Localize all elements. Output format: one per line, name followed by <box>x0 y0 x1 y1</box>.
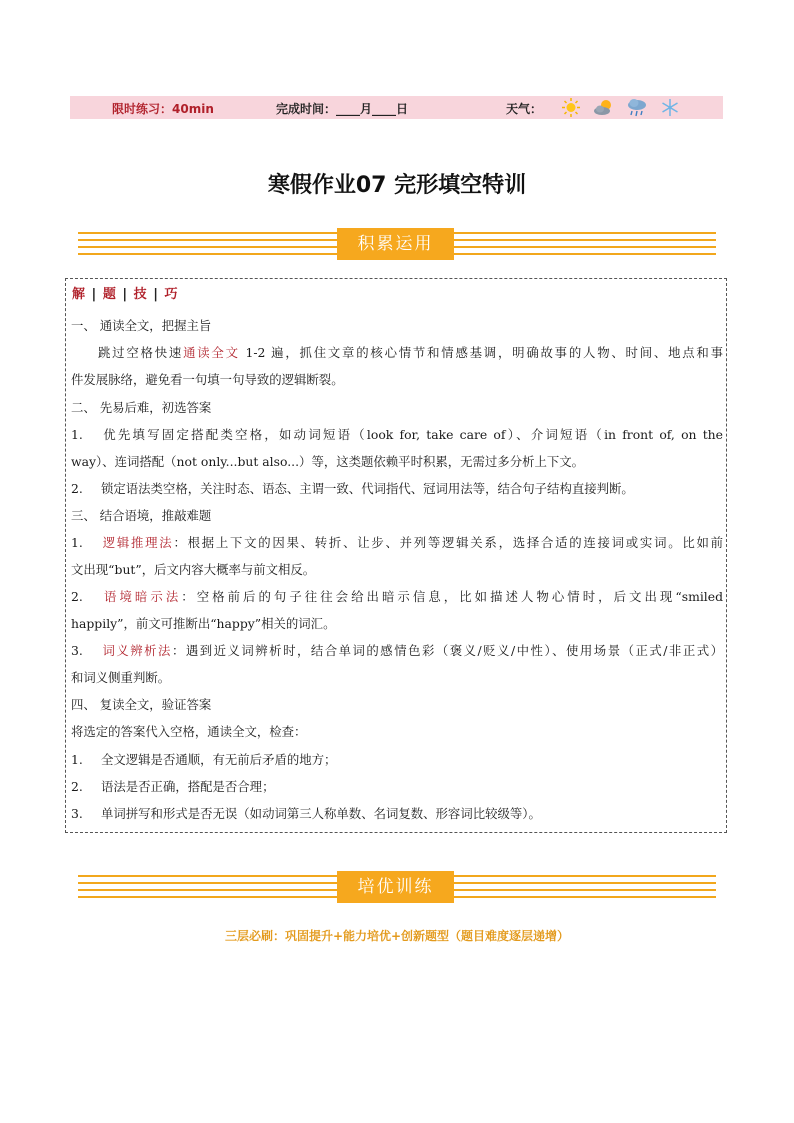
tips-tag: 解 | 题 | 技 | 巧 <box>72 287 179 302</box>
step-3-item-3-line-1: 3. 词义辨析法：遇到近义词辨析时，结合单词的感情色彩（褒义/贬义/中性）、使用场景（正式/非正式） <box>71 643 723 658</box>
step-3-item-2-line-1: 2. 语境暗示法：空格前后的句子往往会给出暗示信息，比如描述人物心情时，后文出现“smiled <box>71 589 724 604</box>
step-2-heading: 二、 先易后难，初选答案 <box>71 400 212 415</box>
step-1-heading: 一、 通读全文，把握主旨 <box>71 318 212 333</box>
header-bar <box>70 96 723 119</box>
step-3-item-1-line-1: 1. 逻辑推理法：根据上下文的因果、转折、让步、并列等逻辑关系，选择合适的连接词或实词。比如前 <box>71 535 724 550</box>
step-4-heading: 四、 复读全文，验证答案 <box>71 697 212 712</box>
section-header-accumulation <box>78 228 716 262</box>
step-2-item-2: 2. 锁定语法类空格，关注时态、语态、主谓一致、代词指代、冠词用法等，结合句子结构直接判断。 <box>71 481 634 496</box>
section-badge: 积累运用 <box>337 228 454 260</box>
training-subtitle: 三层必刷：巩固提升+能力培优+创新题型（题目难度逐层递增） <box>224 929 570 943</box>
step-2-item-1-line-2: way）、连词搭配（not only...but also...）等，这类题依赖平时积累，无需过多分析上下文。 <box>71 454 585 469</box>
weather-icons <box>560 97 690 118</box>
step-1-paragraph-line-1: 跳过空格快速通读全文 1-2 遍，抓住文章的核心情节和情感基调，明确故事的人物、时间、地点和事 <box>98 345 723 360</box>
partly-cloudy-icon[interactable] <box>593 97 615 118</box>
step-3-heading: 三、 结合语境，推敲难题 <box>71 508 212 523</box>
page-title: 寒假作业07 完形填空特训 <box>267 173 527 198</box>
step-1-paragraph-line-2: 件发展脉络，避免看一句填一句导致的逻辑断裂。 <box>71 372 344 387</box>
step-4-item-1: 1. 全文逻辑是否通顺，有无前后矛盾的地方； <box>71 752 337 767</box>
snowflake-icon[interactable] <box>659 97 681 118</box>
step-4-intro: 将选定的答案代入空格，通读全文，检查： <box>71 724 307 739</box>
step-3-item-1-line-2: 文出现“but”，后文内容大概率与前文相反。 <box>71 562 316 577</box>
section-header-training <box>78 871 716 905</box>
time-limit: 限时练习：40min <box>112 102 214 116</box>
section-badge: 培优训练 <box>337 871 454 903</box>
step-4-item-2: 2. 语法是否正确，搭配是否合理； <box>71 779 275 794</box>
step-3-item-3-line-2: 和词义侧重判断。 <box>71 670 171 685</box>
completion-time: 完成时间：____月____日 <box>276 102 409 116</box>
sun-icon[interactable] <box>560 97 582 118</box>
step-4-item-3: 3. 单词拼写和形式是否无误（如动词第三人称单数、名词复数、形容词比较级等）。 <box>71 806 541 821</box>
step-3-item-2-line-2: happily”，前文可推断出“happy”相关的词汇。 <box>71 616 336 631</box>
rain-icon[interactable] <box>626 97 648 118</box>
weather-label: 天气： <box>506 102 543 116</box>
step-2-item-1-line-1: 1. 优先填写固定搭配类空格，如动词短语（look for, take care of）、介词短语（in front of, on the <box>71 427 723 442</box>
